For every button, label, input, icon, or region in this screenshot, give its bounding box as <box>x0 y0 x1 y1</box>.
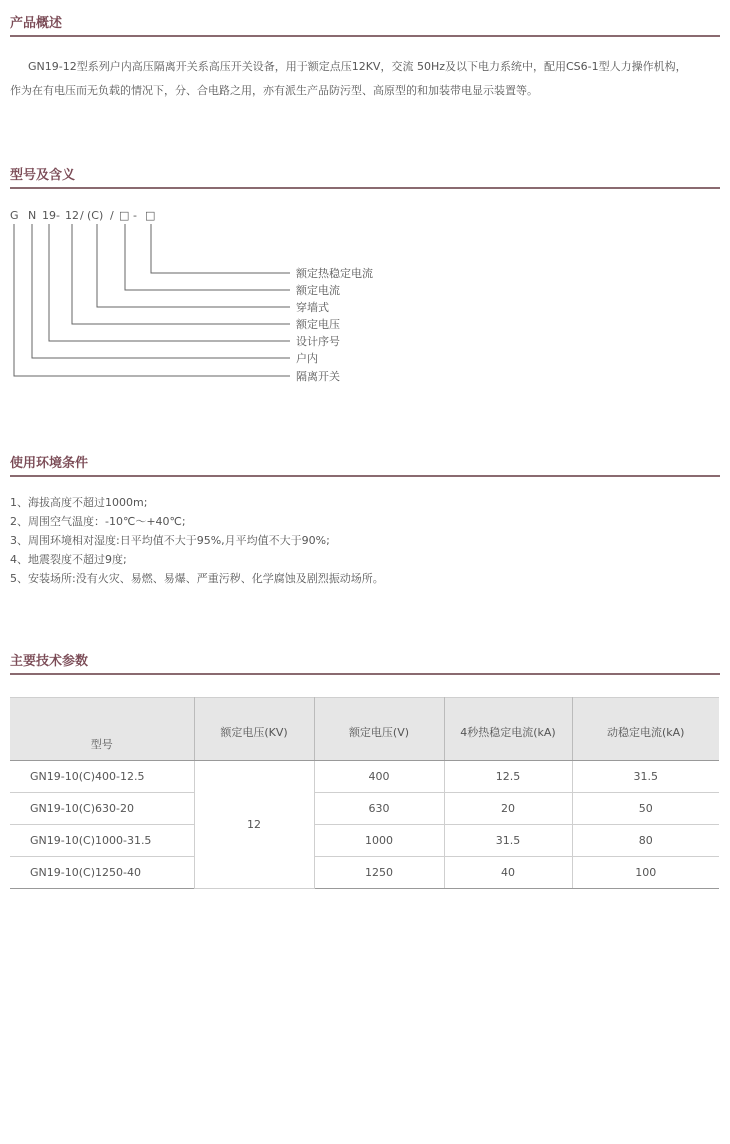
code-dash-2: - <box>133 209 137 222</box>
cell-shared-voltage: 12 <box>194 761 314 889</box>
meaning-labels <box>296 266 373 383</box>
header-dynamic-current: 动稳定电流(kA) <box>572 698 719 761</box>
header-rated-voltage-v: 额定电压(V) <box>314 698 444 761</box>
environment-list <box>10 493 722 588</box>
overview-title: 产品概述 <box>10 12 720 37</box>
code-g: G <box>10 209 19 222</box>
code-seq: 19 <box>42 209 56 222</box>
meaning-rated-thermal-current: 额定热稳定电流 <box>296 267 373 280</box>
list-item: 5、安装场所:没有火灾、易燃、易爆、严重污秽、化学腐蚀及剧烈振动场所。 <box>10 572 384 585</box>
table-row <box>10 761 719 793</box>
meaning-rated-voltage: 额定电压 <box>296 318 340 331</box>
cell-dynamic: 80 <box>572 825 719 857</box>
header-rated-voltage-kv: 额定电压(KV) <box>194 698 314 761</box>
meaning-isolating-switch: 隔离开关 <box>296 370 340 383</box>
environment-title: 使用环境条件 <box>10 452 720 477</box>
list-item: 3、周围环境相对湿度:日平均值不大于95%,月平均值不大于90%; <box>10 534 330 547</box>
list-item: 4、地震裂度不超过9度; <box>10 553 127 566</box>
cell-dynamic: 100 <box>572 857 719 889</box>
model-title: 型号及含义 <box>10 164 720 189</box>
header-model: 型号 <box>10 698 194 761</box>
table-row <box>10 825 719 857</box>
code-voltage: 12 <box>65 209 79 222</box>
cell-thermal: 12.5 <box>444 761 572 793</box>
code-c: (C) <box>87 209 104 222</box>
meaning-indoor: 户内 <box>296 352 318 365</box>
cell-thermal: 20 <box>444 793 572 825</box>
connector-lines <box>14 224 290 376</box>
cell-current: 1000 <box>314 825 444 857</box>
cell-dynamic: 31.5 <box>572 761 719 793</box>
table-row <box>10 857 719 889</box>
params-table <box>10 697 719 889</box>
overview-line-2: 作为在有电压而无负载的情况下，分、合电路之用，亦有派生产品防污型、高原型的和加装带电显示装置等。 <box>10 84 538 97</box>
cell-model: GN19-10(C)400-12.5 <box>10 761 194 793</box>
code-dash: - <box>56 209 60 222</box>
list-item: 1、海拔高度不超过1000m; <box>10 496 148 509</box>
overview-line-1: GN19-12型系列户内高压隔离开关系高压开关设备，用于额定点压12KV，交流 50Hz及以下电力系统中，配用CS6-1型人力操作机构， <box>28 60 687 73</box>
cell-model: GN19-10(C)1000-31.5 <box>10 825 194 857</box>
cell-thermal: 31.5 <box>444 825 572 857</box>
cell-thermal: 40 <box>444 857 572 889</box>
cell-current: 630 <box>314 793 444 825</box>
cell-model: GN19-10(C)1250-40 <box>10 857 194 889</box>
cell-model: GN19-10(C)630-20 <box>10 793 194 825</box>
meaning-wall-type: 穿墙式 <box>296 301 329 314</box>
meaning-design-number: 设计序号 <box>296 335 340 348</box>
overview-text <box>10 55 722 103</box>
table-header-row <box>10 698 719 761</box>
list-item: 2、周围空气温度：-10℃～+40℃; <box>10 515 186 528</box>
code-slash-2: / <box>110 209 114 222</box>
code-box-2: □ <box>145 209 156 222</box>
code-slash: / <box>80 209 84 222</box>
cell-dynamic: 50 <box>572 793 719 825</box>
cell-current: 1250 <box>314 857 444 889</box>
model-code-diagram <box>0 200 420 390</box>
table-row <box>10 793 719 825</box>
params-title: 主要技术参数 <box>10 650 720 675</box>
code-box-1: □ <box>119 209 130 222</box>
model-code <box>10 209 155 222</box>
meaning-rated-current: 额定电流 <box>296 284 340 297</box>
header-thermal-current: 4秒热稳定电流(kA) <box>444 698 572 761</box>
code-n: N <box>28 209 37 222</box>
cell-current: 400 <box>314 761 444 793</box>
